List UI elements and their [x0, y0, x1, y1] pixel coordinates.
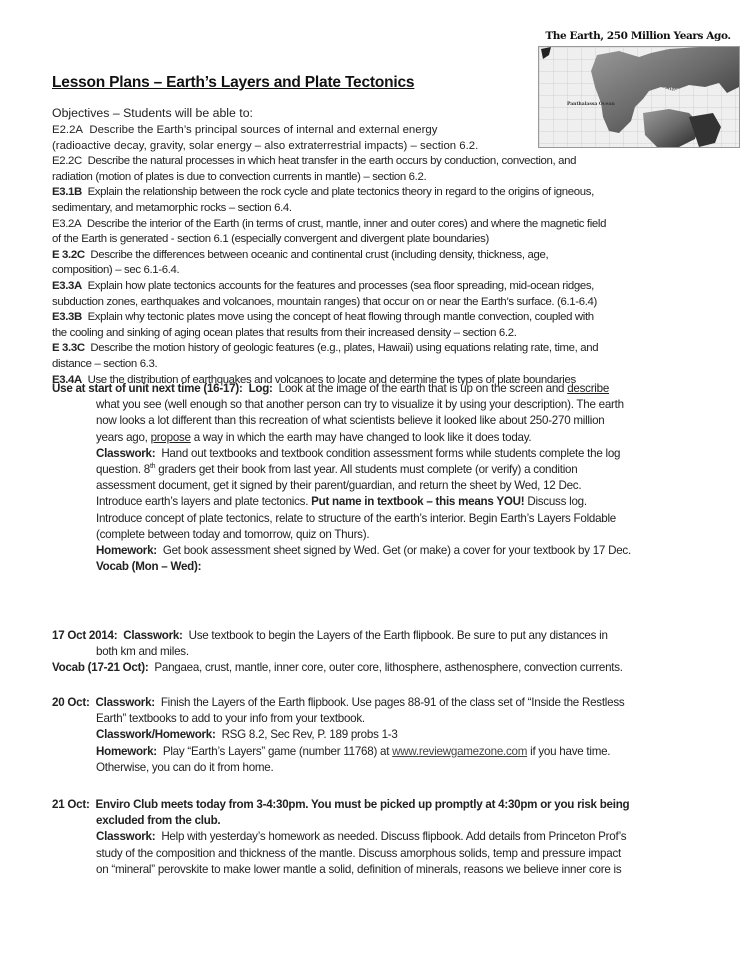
emphasis-describe: describe	[567, 382, 610, 395]
log-text: Look at the image of the earth that is up on the screen and	[278, 382, 568, 395]
objective-code: E2.2C	[52, 155, 82, 168]
objectives-intro: Objectives – Students will be able to:	[52, 106, 253, 120]
objective-e3-3c	[52, 341, 712, 372]
objectives-list	[52, 123, 712, 388]
objective-text: of the Earth is generated - section 6.1 (especially convergent and divergent plate boundaries)	[52, 233, 489, 246]
objective-code: E 3.2C	[52, 248, 85, 261]
classwork-homework-label: Classwork/Homework:	[96, 728, 216, 742]
classwork-text: on “mineral” perovskite to make lower mantle a solid, definition of minerals, reasons we believe inner core is	[96, 862, 622, 876]
oct17-section	[52, 628, 732, 677]
log-text: now looks a lot different than this recreation of what scientists believe it looked like about 250-270 million	[96, 414, 605, 428]
classwork-text: study of the composition and thickness of the mantle. Discuss amorphous solids, temp and pressure impact	[96, 846, 621, 860]
log-text: what you see (well enough so that another person can try to visualize it by using your description). The earth	[96, 398, 624, 412]
objective-text: Explain how plate tectonics accounts for the features and processes (sea floor spreading, mid-ocean ridges,	[87, 279, 594, 292]
objective-e2-2c	[52, 154, 712, 185]
classwork-text: Introduce concept of plate tectonics, relate to structure of the earth’s interior. Begin Earth’s Layers Foldable	[96, 511, 617, 525]
objective-text: the cooling and sinking of aging ocean plates that results from their increased density – section 6.2.	[52, 326, 517, 339]
club-notice: excluded from the club.	[96, 814, 221, 828]
classwork-text: question. 8	[96, 463, 150, 477]
homework-label: Homework:	[96, 544, 157, 558]
classwork-text: Use textbook to begin the Layers of the Earth flipbook. Be sure to put any distances in	[188, 629, 608, 642]
vocab-label: Vocab (17-21 Oct):	[52, 661, 149, 675]
objective-code: E3.1B	[52, 186, 82, 199]
objective-e3-2c	[52, 248, 712, 279]
objective-code: E 3.3C	[52, 342, 85, 355]
objective-e3-1b	[52, 185, 712, 216]
entry-date: 17 Oct 2014:	[52, 629, 118, 642]
objective-text: Use the distribution of earthquakes and volcanoes to locate and determine the types of plate boundaries	[87, 373, 576, 386]
classwork-text: both km and miles.	[96, 645, 189, 659]
oct20-section	[52, 695, 732, 776]
classwork-text: assessment document, get it signed by their parent/guardian, and return the sheet by Wed, 12 Dec.	[96, 479, 582, 493]
objective-code: E3.3A	[52, 279, 82, 292]
superscript: th	[149, 463, 156, 471]
club-notice: Enviro Club meets today from 3-4:30pm. You must be picked up promptly at 4:30pm or you risk being	[95, 798, 630, 811]
homework-text: Otherwise, you can do it from home.	[96, 760, 274, 774]
classwork-emphasis: Put name in textbook – this means YOU!	[311, 495, 525, 509]
svg-text:Panthalassa Ocean: Panthalassa Ocean	[567, 102, 615, 107]
homework-text: Get book assessment sheet signed by Wed. Get (or make) a cover for your textbook by 17 Dec.	[162, 544, 631, 558]
vocab-text: Pangaea, crust, mantle, inner core, outer core, lithosphere, asthenosphere, convection currents.	[154, 661, 623, 675]
homework-label: Homework:	[96, 744, 157, 758]
emphasis-propose: propose	[150, 430, 191, 444]
log-label: Log:	[248, 382, 273, 395]
entry-date: 21 Oct:	[52, 798, 90, 811]
classwork-label: Classwork:	[123, 629, 183, 642]
objective-e3-2a	[52, 217, 712, 248]
vocab-label: Vocab (Mon – Wed):	[96, 560, 202, 574]
classwork-text: Introduce earth’s layers and plate tectonics.	[96, 495, 312, 509]
objective-e3-3a	[52, 279, 712, 310]
objective-code: E3.4A	[52, 373, 82, 386]
objective-text: Explain the relationship between the rock cycle and plate tectonics theory in regard to the origins of igneous,	[87, 186, 594, 199]
objective-text: Describe the differences between oceanic and continental crust (including density, thickness, age,	[90, 248, 549, 261]
objective-code: E3.2A	[52, 217, 82, 230]
homework-text: if you have time.	[527, 744, 611, 758]
objective-e3-3b	[52, 310, 712, 341]
objective-text: distance – section 6.3.	[52, 357, 158, 370]
log-text: years ago,	[96, 430, 151, 444]
objective-e2-2a	[52, 123, 712, 154]
homework-text: Play “Earth’s Layers” game (number 11768) at	[162, 744, 393, 758]
classwork-text: Earth” textbooks to add to your info from your textbook.	[96, 712, 365, 726]
classwork-text: graders get their book from last year. All students must complete (or verify) a condition	[155, 463, 578, 477]
classwork-homework-text: RSG 8.2, Sec Rev, P. 189 probs 1-3	[221, 728, 398, 742]
objective-text: Describe the natural processes in which heat transfer in the earth occurs by conduction, convection, and	[87, 155, 577, 168]
classwork-text: Discuss log.	[524, 495, 587, 509]
objective-text: Describe the interior of the Earth (in terms of crust, mantle, inner and outer cores) and where the magnetic field	[86, 217, 607, 230]
unit-start-section	[52, 381, 732, 575]
entry-date: 20 Oct:	[52, 696, 90, 709]
objective-text: radiation (motion of plates is due to convection currents in mantle) – section 6.2.	[52, 170, 427, 183]
classwork-label: Classwork:	[96, 446, 156, 460]
objective-text: sedimentary, and metamorphic rocks – section 6.4.	[52, 201, 292, 214]
objective-text: Describe the Earth’s principal sources of internal and external energy	[89, 124, 438, 136]
objective-text: Explain why tectonic plates move using the concept of heat flowing through mantle convection, coupled with	[87, 311, 594, 324]
classwork-label: Classwork:	[96, 830, 156, 844]
objective-text: (radioactive decay, gravity, solar energy – also extraterrestrial impacts) – section 6.2.	[52, 139, 479, 152]
section-heading: Use at start of unit next time (16-17):	[52, 382, 243, 395]
classwork-text: Finish the Layers of the Earth flipbook. Use pages 88-91 of the class set of “Inside the Restless	[160, 696, 625, 709]
map-title: The Earth, 250 Million Years Ago.	[545, 30, 731, 42]
classwork-text: Hand out textbooks and textbook condition assessment forms while students complete the log	[161, 446, 621, 460]
page-title: Lesson Plans – Earth’s Layers and Plate Tectonics	[52, 74, 415, 91]
classwork-label: Classwork:	[95, 696, 155, 709]
oct21-section	[52, 797, 732, 878]
classwork-text: Help with yesterday’s homework as needed. Discuss flipbook. Add details from Princeton Prof’s	[161, 830, 627, 844]
reviewgamezone-link[interactable]: www.reviewgamezone.com	[392, 744, 528, 758]
objective-code: E3.3B	[52, 311, 82, 324]
objective-text: composition) – sec 6.1-6.4.	[52, 264, 180, 277]
objective-code: E2.2A	[52, 124, 84, 136]
objective-text: Describe the motion history of geologic features (e.g., plates, Hawaii) using equations relating rate, time, and	[90, 342, 599, 355]
log-text: a way in which the earth may have changed to look like it does today.	[190, 430, 532, 444]
classwork-text: (complete between today and tomorrow, quiz on Thurs).	[96, 527, 370, 541]
objective-text: subduction zones, earthquakes and volcanoes, mountain ranges) that occur on or near the Earth’s surface. (6.1-6.4)	[52, 295, 597, 308]
svg-text:Tethys Sea: Tethys Sea	[663, 88, 690, 93]
